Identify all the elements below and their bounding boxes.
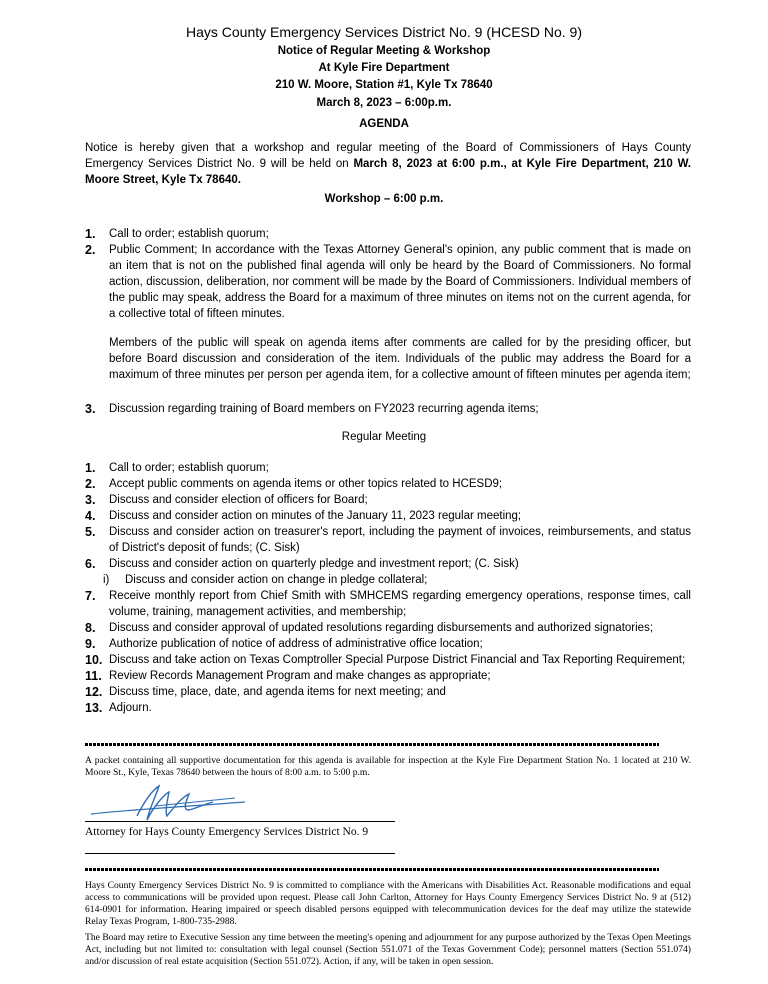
meeting-date: March 8, 2023 – 6:00p.m. xyxy=(316,97,452,109)
item-text: Accept public comments on agenda items or other topics related to HCESD9; xyxy=(109,478,503,490)
agenda-heading: AGENDA xyxy=(359,118,409,130)
workshop-item-3 xyxy=(85,401,691,417)
item-text: Discuss time, place, date, and agenda items for next meeting; and xyxy=(109,686,446,698)
workshop-heading: Workshop – 6:00 p.m. xyxy=(324,193,444,205)
asterisk-divider xyxy=(85,868,659,871)
item-number: 1. xyxy=(85,227,96,241)
list-item xyxy=(85,476,691,492)
item-number: 9. xyxy=(85,637,96,651)
item-text: Discuss and consider approval of updated resolutions regarding disbursements and authorized signatories; xyxy=(109,622,654,634)
list-item xyxy=(85,460,691,476)
public-comment-paragraph: Members of the public will speak on agenda items after comments are called for by the presiding officer, but before Board discussion and consideration of the item. Individuals of the public may address the Board for a maximum of three minutes per person per agenda item, for a collective amount of fifteen minutes per agenda item; xyxy=(109,337,691,381)
item-text: Discussion regarding training of Board members on FY2023 recurring agenda items; xyxy=(109,403,539,415)
list-item xyxy=(85,652,691,668)
item-text: Discuss and consider election of officers for Board; xyxy=(109,494,368,506)
asterisk-divider xyxy=(85,743,659,746)
signature-line xyxy=(85,821,395,822)
ada-notice: Hays County Emergency Services District No. 9 is committed to compliance with the Americans with Disabilities Act. Reasonable modifications and equal access to communications will be provided upon request. Please call John Carlton, Attorney for Hays County Emergency Services District No. 9 at (512) 614-0901 for information. Hearing impaired or speech disabled persons equipped with telecommunication devices for the deaf may utilize the statewide Relay Texas Program, 1-800-735-2988. xyxy=(85,880,691,927)
district-title: Hays County Emergency Services District No. 9 (HCESD No. 9) xyxy=(186,24,582,40)
meeting-notice-title: Notice of Regular Meeting & Workshop xyxy=(277,45,491,57)
list-item xyxy=(85,636,691,652)
list-item xyxy=(85,242,691,322)
list-item xyxy=(85,700,691,716)
item-text: Adjourn. xyxy=(109,702,152,714)
item-number: 4. xyxy=(85,509,96,523)
list-item xyxy=(85,492,691,508)
separator-line xyxy=(85,853,395,854)
item-number: 2. xyxy=(85,243,96,257)
item-text: Discuss and consider action on change in pledge collateral; xyxy=(125,574,428,586)
item-text: Call to order; establish quorum; xyxy=(109,228,269,240)
attorney-title: Attorney for Hays County Emergency Services District No. 9 xyxy=(85,826,369,838)
item-number: 7. xyxy=(85,589,96,603)
item-number: 11. xyxy=(85,669,102,683)
item-text: Discuss and consider action on treasurer's report, including the payment of invoices, reimbursements, and status of District's deposit of funds; (C. Sisk) xyxy=(109,526,691,554)
meeting-address: 210 W. Moore, Station #1, Kyle Tx 78640 xyxy=(275,79,493,91)
item-text: Discuss and consider action on minutes of the January 11, 2023 regular meeting; xyxy=(109,510,522,522)
item-number: 5. xyxy=(85,525,96,539)
item-number: 13. xyxy=(85,701,103,715)
list-item xyxy=(85,556,691,572)
list-item xyxy=(85,684,691,700)
list-item xyxy=(85,226,691,242)
item-text: Public Comment; In accordance with the Texas Attorney General's opinion, any public comment that is made on an item that is not on the published final agenda will only be heard by the Board of Commissioners. No formal action, discussion, deliberation, nor comment will be made by the Board of Commissioners. Individual members of the public may speak, address the Board for a maximum of three minutes on items not on the current agenda, for a collective total of fifteen minutes. xyxy=(109,244,691,320)
item-text: Receive monthly report from Chief Smith with SMHCEMS regarding emergency operations, response times, call volume, training, management activities, and membership; xyxy=(109,590,691,618)
item-text: Authorize publication of notice of address of administrative office location; xyxy=(109,638,483,650)
list-item xyxy=(85,588,691,620)
item-text: Discuss and consider action on quarterly pledge and investment report; (C. Sisk) xyxy=(109,558,519,570)
item-number: 8. xyxy=(85,621,96,635)
regular-meeting-heading: Regular Meeting xyxy=(341,431,427,443)
list-item xyxy=(85,524,691,556)
regular-meeting-items xyxy=(85,460,691,716)
list-item xyxy=(85,401,691,417)
item-number: 2. xyxy=(85,477,96,491)
meeting-location: At Kyle Fire Department xyxy=(318,62,450,74)
executive-session-notice: The Board may retire to Executive Session any time between the meeting's opening and adjournment for any purpose authorized by the Texas Open Meetings Act, including but not limited to: consultation with legal counsel (Section 551.071 of the Texas Government Code); personnel matters (Section 551.074) and/or discussion of real estate acquisition (Section 551.072). Action, if any, will be taken in open session. xyxy=(85,932,691,967)
list-item xyxy=(85,572,691,588)
list-item xyxy=(85,508,691,524)
item-text: Review Records Management Program and make changes as appropriate; xyxy=(109,670,491,682)
item-text: Call to order; establish quorum; xyxy=(109,462,269,474)
item-number: 10. xyxy=(85,653,103,667)
item-number: 1. xyxy=(85,461,96,475)
notice-paragraph xyxy=(85,140,691,188)
item-number: 6. xyxy=(85,557,96,571)
packet-notice: A packet containing all supportive documentation for this agenda is available for inspection at the Kyle Fire Department Station No. 1 located at 210 W. Moore St., Kyle, Texas 78640 between the hours of 8:00 a.m. to 5:00 p.m. xyxy=(85,755,691,778)
item-number: 12. xyxy=(85,685,103,699)
item-number: 3. xyxy=(85,493,96,507)
item-number: i) xyxy=(103,574,110,586)
list-item xyxy=(85,668,691,684)
workshop-items xyxy=(85,226,691,322)
notice-date-location: March 8, 2023 at 6:00 p.m., at Kyle Fire Department, 210 W. Moore Street, Kyle Tx 78640. xyxy=(85,158,691,186)
item-text: Discuss and take action on Texas Comptroller Special Purpose District Financial and Tax Reporting Requirement; xyxy=(109,654,686,666)
item-number: 3. xyxy=(85,402,96,416)
list-item xyxy=(85,620,691,636)
notice-text: Notice is hereby given that a workshop and regular meeting of the Board of Commissioners of Hays County Emergency Services District No. 9 will be held on xyxy=(85,142,691,170)
